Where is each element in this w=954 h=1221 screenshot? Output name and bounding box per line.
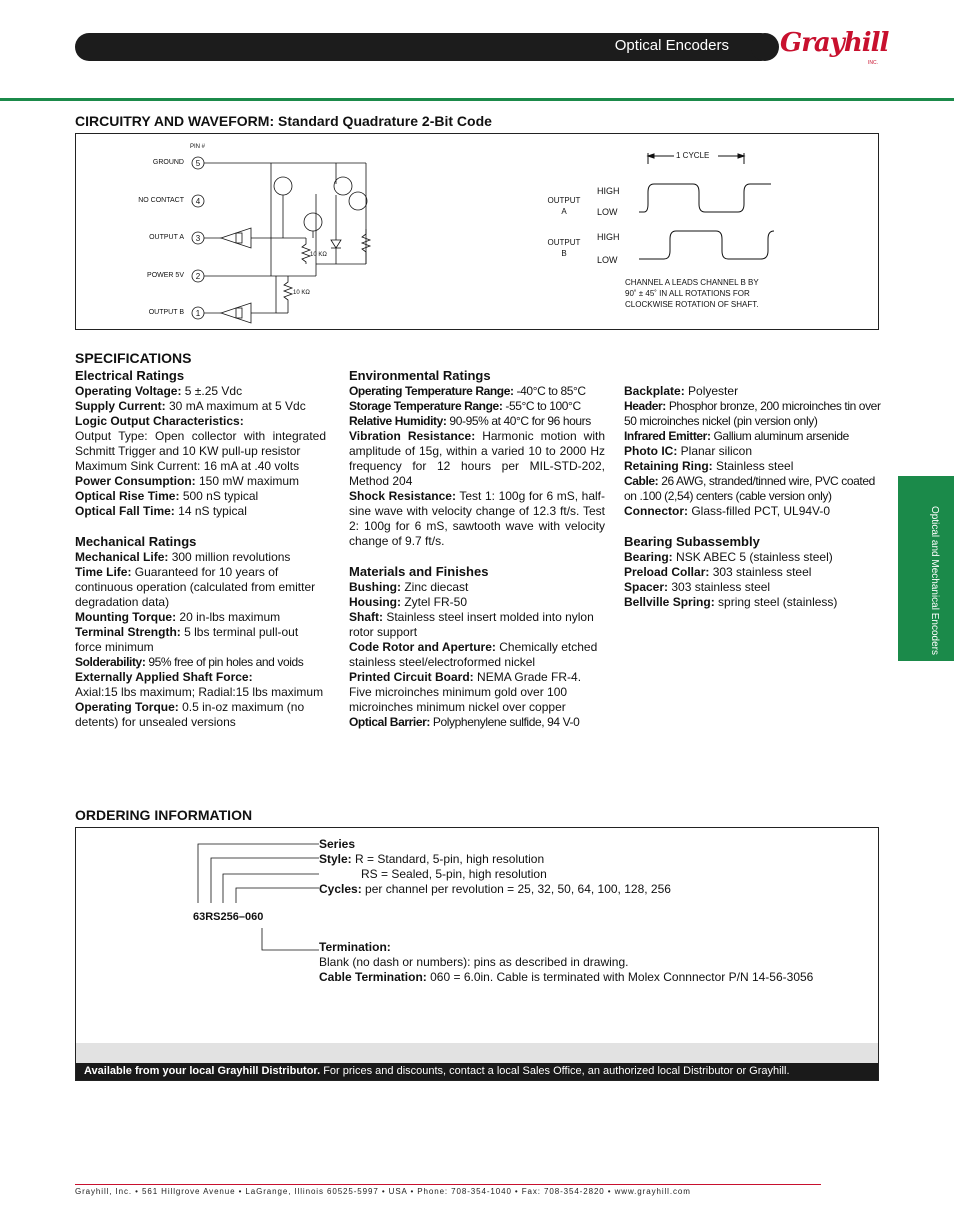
output-b-line1: OUTPUT: [547, 238, 581, 247]
termination-label: Termination:: [319, 940, 391, 954]
pin-num-3: 3: [195, 234, 201, 243]
cycles-label: Cycles:: [319, 882, 362, 896]
header-label: Header:: [624, 399, 666, 413]
header-title: Optical Encoders: [614, 37, 729, 54]
pin-num-4: 4: [195, 197, 201, 206]
footer-rule: [75, 1184, 821, 1185]
emitter-label: Infrared Emitter:: [624, 429, 711, 443]
supply-current: 30 mA maximum at 5 Vdc: [165, 399, 306, 413]
code-rotor: Chemically etched stainless steel/electroformed nickel: [349, 640, 598, 669]
output-b-line2: B: [561, 249, 567, 258]
storage-temp: -55°C to 100°C: [502, 399, 581, 413]
operating-torque-label: Operating Torque:: [75, 700, 179, 714]
terminal-strength-label: Terminal Strength:: [75, 625, 181, 639]
vibration: Harmonic motion with amplitude of 15g, within a varied 10 to 2000 Hz frequency for 12 hours per MIL-STD-202, Method 204: [349, 429, 605, 488]
materials-heading: Materials and Finishes: [349, 564, 489, 579]
time-life-label: Time Life:: [75, 565, 132, 579]
rise-time-label: Optical Rise Time:: [75, 489, 180, 503]
ordering-box: [75, 827, 879, 1081]
mounting-torque: 20 in-lbs maximum: [176, 610, 281, 624]
housing: Zytel FR-50: [401, 595, 468, 609]
preload: 303 stainless steel: [709, 565, 812, 579]
low-label-a: LOW: [597, 207, 618, 217]
style-sealed: RS = Sealed, 5-pin, high resolution: [361, 867, 547, 881]
cable: 26 AWG, stranded/tinned wire, PVC coated on .100 (2,54) centers (cable version only): [624, 474, 875, 503]
cable-label: Cable:: [624, 474, 659, 488]
termination: Blank (no dash or numbers): pins as described in drawing.: [319, 955, 629, 969]
pcb-label: Printed Circuit Board:: [349, 670, 474, 684]
shaft-force-label: Externally Applied Shaft Force:: [75, 670, 253, 684]
side-tab[interactable]: [898, 476, 954, 661]
op-temp-label: Operating Temperature Range:: [349, 384, 514, 398]
high-label-a: HIGH: [597, 186, 620, 196]
channel-note-line1: CHANNEL A LEADS CHANNEL B BY: [625, 278, 759, 287]
resistor-label-b: 10 KΩ: [293, 290, 310, 296]
logic-sink-current: Maximum Sink Current: 16 mA at .40 volts: [75, 459, 300, 473]
emitter: Gallium aluminum arsenide: [710, 429, 849, 443]
cable-termination: 060 = 6.0in. Cable is terminated with Molex Connnector P/N 14-56-3056: [426, 970, 814, 984]
connector: Glass-filled PCT, UL94V-0: [688, 504, 831, 518]
low-label-b: LOW: [597, 255, 618, 265]
supply-current-label: Supply Current:: [75, 399, 166, 413]
pin-num-2: 2: [195, 272, 201, 281]
pin-name-output-a: OUTPUT A: [149, 234, 184, 241]
retaining-ring-label: Retaining Ring:: [624, 459, 713, 473]
logo-inc: INC.: [868, 60, 878, 66]
pin-num-5: 5: [195, 159, 201, 168]
housing-label: Housing:: [349, 595, 401, 609]
bearing: NSK ABEC 5 (stainless steel): [672, 550, 833, 564]
grayhill-logo: [780, 28, 889, 68]
footer-address: Grayhill, Inc. • 561 Hillgrove Avenue • LaGrange, Illinois 60525-5997 • USA • Phone: 708-354-1040 • Fax: 708-354-2820 • www.grayhill.com: [75, 1187, 691, 1196]
distributor-bold: Available from your local Grayhill Distributor.: [84, 1065, 321, 1077]
channel-note-line2: 90˚ ± 45˚ IN ALL ROTATIONS FOR: [625, 289, 750, 298]
rise-time: 500 nS typical: [179, 489, 259, 503]
backplate: Polyester: [684, 384, 739, 398]
terminal-strength: 5 lbs terminal pull-out force minimum: [75, 625, 299, 654]
logic-output-label: Logic Output Characteristics:: [75, 414, 244, 428]
mechanical-life: 300 million revolutions: [168, 550, 291, 564]
spec-column-3: [624, 384, 882, 610]
resistor-label-a: 10 KΩ: [310, 252, 327, 258]
part-number: 63RS256–060: [193, 911, 264, 923]
operating-voltage: 5 ±.25 Vdc: [181, 384, 243, 398]
op-temp: -40°C to 85°C: [513, 384, 586, 398]
connector-label: Connector:: [624, 504, 688, 518]
pin-name-ground: GROUND: [152, 159, 184, 166]
output-a-line2: A: [561, 207, 567, 216]
termination-key: [319, 940, 869, 985]
bellville-label: Bellville Spring:: [624, 595, 715, 609]
mechanical-life-label: Mechanical Life:: [75, 550, 169, 564]
output-a-label: [538, 195, 590, 217]
photo-ic-label: Photo IC:: [624, 444, 678, 458]
mechanical-heading: Mechanical Ratings: [75, 534, 197, 549]
cable-termination-label: Cable Termination:: [319, 970, 427, 984]
logo-text: Grayhill: [780, 28, 889, 58]
spacer-label: Spacer:: [624, 580, 669, 594]
preload-label: Preload Collar:: [624, 565, 710, 579]
shock: Test 1: 100g for 6 mS, half-sine wave with velocity change of 12.3 ft/s. Test 2: 100g for 6 mS, sawtooth wave with velocity change of 9.7 ft/s.: [349, 489, 606, 548]
power-consumption: 150 mW maximum: [195, 474, 300, 488]
environmental-heading: Environmental Ratings: [349, 368, 491, 383]
fall-time-label: Optical Fall Time:: [75, 504, 175, 518]
optical-barrier-label: Optical Barrier:: [349, 715, 430, 729]
bearing-label: Bearing:: [624, 550, 673, 564]
operating-voltage-label: Operating Voltage:: [75, 384, 182, 398]
photo-ic: Planar silicon: [677, 444, 753, 458]
shaft-label: Shaft:: [349, 610, 383, 624]
cycles: per channel per revolution = 25, 32, 50, 64, 100, 128, 256: [361, 882, 671, 896]
specifications-title: SPECIFICATIONS: [75, 350, 192, 366]
optical-barrier: Polyphenylene sulfide, 94 V-0: [429, 715, 580, 729]
spec-column-1: [75, 368, 326, 730]
shaft-force: Axial:15 lbs maximum; Radial:15 lbs maximum: [75, 685, 324, 699]
side-tab-label: Optical and Mechanical Encoders: [929, 506, 940, 655]
humidity: 90-95% at 40°C for 96 hours: [446, 414, 591, 428]
circuit-diagram: [75, 133, 879, 330]
backplate-label: Backplate:: [624, 384, 685, 398]
header-bar: [75, 33, 765, 61]
style-label: Style:: [319, 852, 352, 866]
pin-number-label: PIN #: [190, 144, 206, 150]
spacer: 303 stainless steel: [668, 580, 771, 594]
vibration-label: Vibration Resistance:: [349, 429, 476, 443]
output-b-label: [538, 237, 590, 259]
time-life: Guaranteed for 10 years of continuous operation (calculated from emitter degradation data): [75, 565, 316, 609]
humidity-label: Relative Humidity:: [349, 414, 447, 428]
ordering-gray-band: [76, 1043, 878, 1063]
spec-column-2: [349, 368, 605, 730]
electrical-heading: Electrical Ratings: [75, 368, 185, 383]
pin-name-output-b: OUTPUT B: [148, 309, 184, 316]
distributor-text: For prices and discounts, contact a local Sales Office, an authorized local Distributor or Grayhill.: [320, 1065, 790, 1077]
mounting-torque-label: Mounting Torque:: [75, 610, 177, 624]
bushing: Zinc diecast: [401, 580, 469, 594]
distributor-banner: [76, 1063, 878, 1080]
channel-note: [625, 277, 759, 310]
pin-num-1: 1: [195, 309, 201, 318]
pcb: NEMA Grade FR-4. Five microinches minimum gold over 100 microinches minimum nickel over copper: [349, 670, 582, 714]
header-material: Phosphor bronze, 200 microinches tin over 50 microinches nickel (pin version only): [624, 399, 881, 428]
solderability: 95% free of pin holes and voids: [145, 655, 304, 669]
style-standard: R = Standard, 5-pin, high resolution: [351, 852, 545, 866]
fall-time: 14 nS typical: [174, 504, 247, 518]
bearing-heading: Bearing Subassembly: [624, 534, 760, 549]
retaining-ring: Stainless steel: [712, 459, 794, 473]
power-label: Power Consumption:: [75, 474, 196, 488]
cycle-label: 1 CYCLE: [676, 151, 710, 160]
output-a-line1: OUTPUT: [547, 196, 581, 205]
solderability-label: Solderability:: [75, 655, 146, 669]
logic-output-type: Output Type: Open collector with integrated Schmitt Trigger and 10 KW pull-up resistor: [75, 429, 326, 458]
circuitry-title: CIRCUITRY AND WAVEFORM: Standard Quadrature 2-Bit Code: [75, 113, 492, 129]
bellville: spring steel (stainless): [714, 595, 838, 609]
bushing-label: Bushing:: [349, 580, 401, 594]
header-rule: [0, 98, 954, 101]
storage-temp-label: Storage Temperature Range:: [349, 399, 503, 413]
code-rotor-label: Code Rotor and Aperture:: [349, 640, 496, 654]
shaft: Stainless steel insert molded into nylon rotor support: [349, 610, 594, 639]
shock-label: Shock Resistance:: [349, 489, 456, 503]
pin-name-no-contact: NO CONTACT: [138, 197, 184, 204]
channel-note-line3: CLOCKWISE ROTATION OF SHAFT.: [625, 300, 759, 309]
ordering-key: [319, 837, 869, 897]
operating-torque: 0.5 in-oz maximum (no detents) for unsealed versions: [75, 700, 305, 729]
high-label-b: HIGH: [597, 232, 620, 242]
ordering-title: ORDERING INFORMATION: [75, 807, 253, 823]
pin-name-power: POWER 5V: [147, 272, 184, 279]
series-label: Series: [319, 837, 356, 851]
